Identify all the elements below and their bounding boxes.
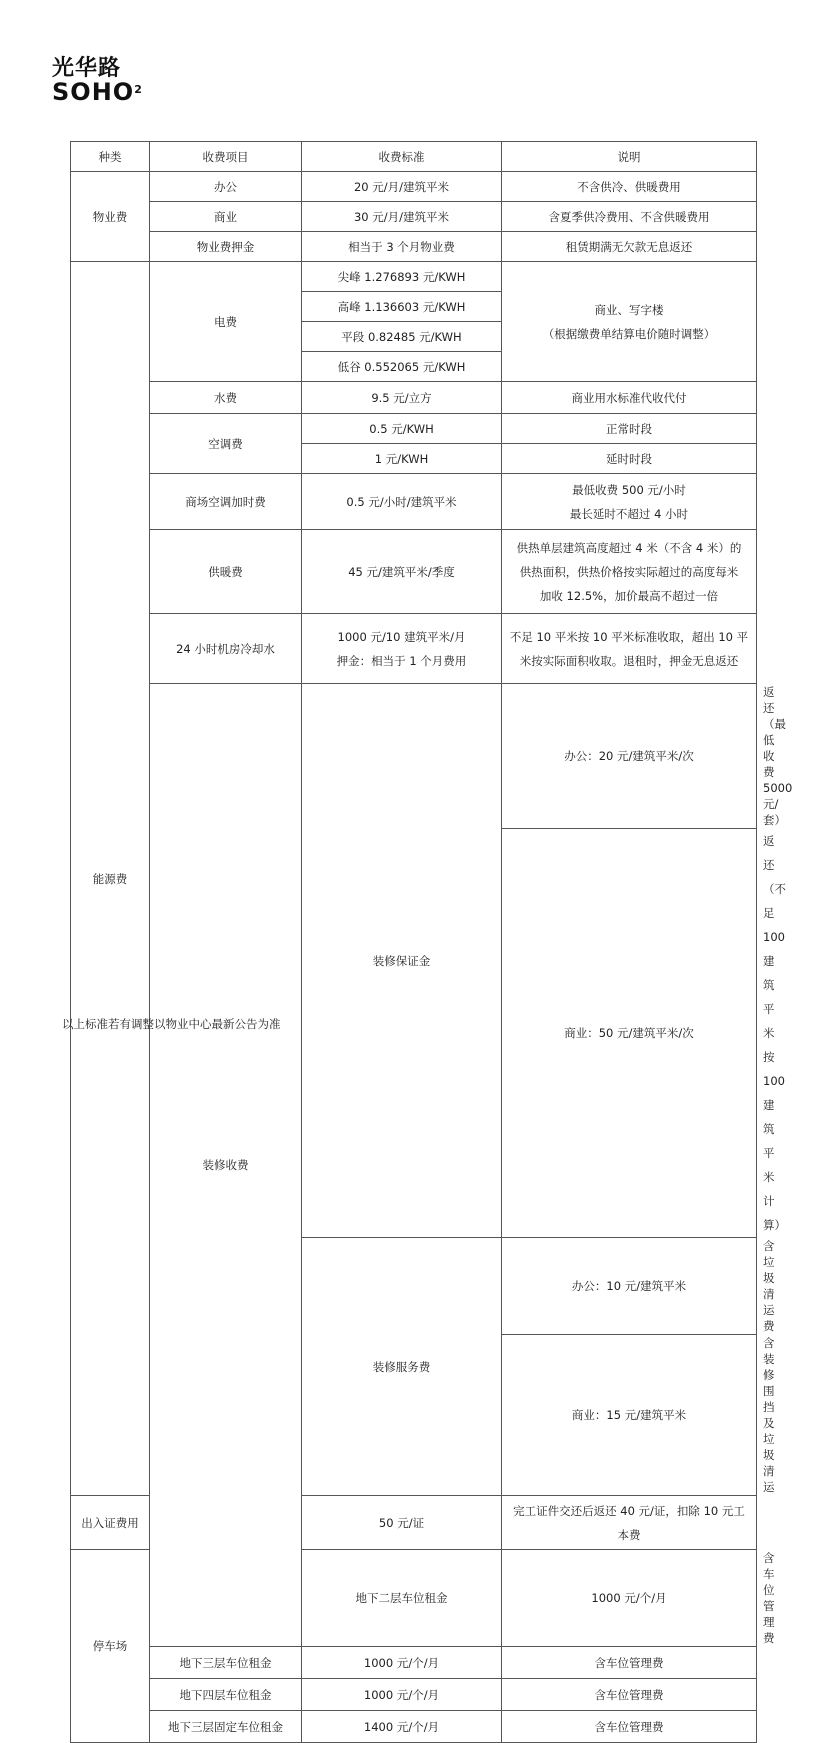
note-cell: 正常时段 [502,414,757,444]
table-row: 装修服务费 办公：10 元/建筑平米 含垃圾清运费 [71,1238,757,1335]
fee-table [70,141,793,1743]
table-row [71,474,757,530]
standard-cell: 20 元/月/建筑平米 [302,172,502,202]
note-line: 最长延时不超过 4 小时 [569,506,689,521]
table-row [71,1679,757,1711]
table-row [71,1647,757,1679]
standard-cell: 50 元/证 [302,1496,502,1550]
item-cell: 装修服务费 [302,1238,502,1496]
item-cell: 地下二层车位租金 [302,1550,502,1647]
note-line: 商业、写字楼 [594,302,664,317]
table-row [71,172,757,202]
note-cell: 租赁期满无欠款无息返还 [502,232,757,262]
header-note: 说明 [502,142,757,172]
table-row [71,1711,757,1743]
standard-line: 1000 元/10 建筑平米/月 [337,629,466,644]
note-cell [502,1496,757,1550]
header-item: 收费项目 [150,142,302,172]
table-row [71,232,757,262]
header-row [71,142,757,172]
item-cell: 水费 [150,382,302,414]
table-row [71,414,757,444]
note-cell: 含车位管理费 [502,1647,757,1679]
note-line: 最低收费 500 元/小时 [572,482,686,497]
note-line: 米按实际面积收取。退租时，押金无息返还 [519,653,739,668]
note-cell: 含车位管理费 [502,1679,757,1711]
note-line: 本费 [617,1527,641,1542]
item-cell: 出入证费用 [71,1496,150,1550]
soho-logo [52,58,156,108]
item-cell: 地下四层车位租金 [150,1679,302,1711]
standard-cell: 尖峰 1.276893 元/KWH [302,262,502,292]
standard-cell: 办公：20 元/建筑平米/次 [502,684,757,829]
note-line: 完工证件交还后返还 40 元/证，扣除 10 元工 [513,1503,745,1518]
item-cell: 商业 [150,202,302,232]
category-energy: 能源费 [71,262,150,1496]
item-cell: 物业费押金 [150,232,302,262]
standard-cell: 0.5 元/小时/建筑平米 [302,474,502,530]
note-cell [502,530,757,614]
standard-cell: 高峰 1.136603 元/KWH [302,292,502,322]
table-row [71,262,757,292]
note-cell: 含夏季供冷费用、不含供暖费用 [502,202,757,232]
note-cell: 商业用水标准代收代付 [502,382,757,414]
footer-note: 以上标准若有调整以物业中心最新公告为准 [62,1017,281,1031]
category-parking: 停车场 [71,1550,150,1743]
table-row [71,530,757,614]
note-cell [502,474,757,530]
standard-cell: 相当于 3 个月物业费 [302,232,502,262]
table-row [71,614,757,684]
logo-english-text: SOHO [52,78,135,106]
standard-cell: 商业：15 元/建筑平米 [502,1335,757,1496]
standard-cell: 9.5 元/立方 [302,382,502,414]
note-line: （根据缴费单结算电价随时调整） [542,326,716,341]
item-cell: 地下三层固定车位租金 [150,1711,302,1743]
standard-cell: 低谷 0.552065 元/KWH [302,352,502,382]
table-row: 装修收费 装修保证金 办公：20 元/建筑平米/次 返还（最低收费 5000 元/套） [71,684,757,829]
note-line: 供热单层建筑高度超过 4 米（不含 4 米）的 [516,540,742,555]
note-cell: 延时时段 [502,444,757,474]
standard-cell: 1400 元/个/月 [302,1711,502,1743]
item-cell: 装修保证金 [302,684,502,1238]
item-cell: 空调费 [150,414,302,474]
standard-cell: 0.5 元/KWH [302,414,502,444]
standard-cell: 办公：10 元/建筑平米 [502,1238,757,1335]
note-cell [502,262,757,382]
standard-cell: 1000 元/个/月 [302,1679,502,1711]
standard-cell: 1000 元/个/月 [502,1550,757,1647]
standard-cell: 商业：50 元/建筑平米/次 [502,829,757,1238]
note-cell: 不含供冷、供暖费用 [502,172,757,202]
note-line: 加收 12.5%，加价最高不超过一倍 [539,588,719,603]
header-category: 种类 [71,142,150,172]
table-row: 商业：15 元/建筑平米 含装修围挡及垃圾清运 [71,1335,757,1496]
logo-english [52,80,156,104]
note-line: 不足 10 平米按 10 平米标准收取，超出 10 平 [509,629,749,644]
logo-superscript: 2 [134,83,143,96]
item-cell: 商场空调加时费 [150,474,302,530]
table-row: 停车场 地下二层车位租金 1000 元/个/月 含车位管理费 [71,1550,757,1647]
item-cell: 供暖费 [150,530,302,614]
note-line: 供热面积，供热价格按实际超过的高度每米 [519,564,739,579]
category-renovation: 装修收费 [150,684,302,1647]
note-cell [502,614,757,684]
item-cell: 地下三层车位租金 [150,1647,302,1679]
item-cell: 电费 [150,262,302,382]
table-row [71,382,757,414]
table-row [71,202,757,232]
standard-cell: 30 元/月/建筑平米 [302,202,502,232]
standard-cell: 1000 元/个/月 [302,1647,502,1679]
header-standard: 收费标准 [302,142,502,172]
standard-cell [302,614,502,684]
table-row: 商业：50 元/建筑平米/次 返还（不足 100 建筑平米按 100 建筑平米计 算） [71,829,757,1238]
standard-cell: 1 元/KWH [302,444,502,474]
standard-line: 押金：相当于 1 个月费用 [336,653,467,668]
note-cell: 含车位管理费 [502,1711,757,1743]
item-cell: 办公 [150,172,302,202]
standard-cell: 平段 0.82485 元/KWH [302,322,502,352]
item-cell: 24 小时机房冷却水 [150,614,302,684]
standard-cell: 45 元/建筑平米/季度 [302,530,502,614]
category-property: 物业费 [71,172,150,262]
logo-chinese: 光华路 [52,56,122,81]
